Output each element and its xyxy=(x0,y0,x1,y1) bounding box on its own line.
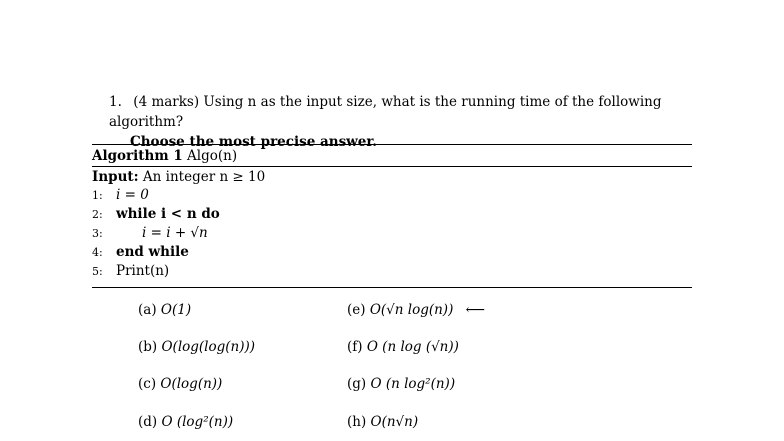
input-text: An integer n ≥ 10 xyxy=(142,169,266,185)
choice-label: (h) xyxy=(347,414,367,430)
choice-label: (d) xyxy=(138,414,158,430)
step-1 xyxy=(92,186,692,205)
choice-label: (g) xyxy=(347,376,367,392)
choice-label: (e) xyxy=(347,302,366,318)
choice-g[interactable] xyxy=(347,374,455,394)
step-number: 4: xyxy=(92,246,103,259)
choice-f[interactable] xyxy=(347,337,459,357)
choice-label: (a) xyxy=(138,302,157,318)
choice-a[interactable] xyxy=(138,300,191,320)
algorithm-title xyxy=(92,145,692,166)
step-4 xyxy=(92,243,692,262)
algorithm-steps xyxy=(92,186,692,281)
choice-label: (c) xyxy=(138,376,157,392)
choice-expression: O(√n log(n)) xyxy=(369,302,454,318)
choice-d[interactable] xyxy=(138,412,233,432)
question-line-1 xyxy=(109,92,709,132)
step-text: end while xyxy=(116,244,189,260)
step-text: while i < n do xyxy=(116,206,220,222)
algorithm-name: Algo(n) xyxy=(187,148,238,164)
choice-expression: O (log²(n)) xyxy=(161,414,234,430)
step-text: i = i + √n xyxy=(142,225,208,241)
choice-e[interactable] xyxy=(347,300,485,320)
step-number: 1: xyxy=(92,189,103,202)
algorithm-input xyxy=(92,167,692,186)
step-number: 2: xyxy=(92,208,103,221)
choice-expression: O(log(log(n))) xyxy=(161,339,256,355)
question-text: (4 marks) Using n as the input size, what is the running time of the following algorithm? xyxy=(109,94,662,130)
question-number: 1. xyxy=(109,94,122,110)
question xyxy=(109,92,709,152)
choice-expression: O(1) xyxy=(160,302,192,318)
step-number: 3: xyxy=(92,227,103,240)
choice-expression: O(n√n) xyxy=(370,414,419,430)
step-text: i = 0 xyxy=(116,187,149,203)
algorithm-label: Algorithm 1 xyxy=(92,148,183,164)
algorithm-box xyxy=(92,144,692,288)
left-arrow-icon: ⟵ xyxy=(465,302,485,318)
choice-label: (f) xyxy=(347,339,363,355)
question-instruction: Choose the most precise answer. xyxy=(130,134,377,150)
step-2 xyxy=(92,205,692,224)
choice-expression: O (n log (√n)) xyxy=(366,339,459,355)
step-number: 5: xyxy=(92,265,103,278)
choice-c[interactable] xyxy=(138,374,222,394)
step-3 xyxy=(92,224,692,243)
choice-b[interactable] xyxy=(138,337,255,357)
choice-h[interactable] xyxy=(347,412,418,432)
choice-expression: O (n log²(n)) xyxy=(370,376,456,392)
choice-label: (b) xyxy=(138,339,158,355)
bottom-rule xyxy=(92,287,692,288)
step-text: Print(n) xyxy=(116,263,170,279)
choice-expression: O(log(n)) xyxy=(160,376,223,392)
step-5 xyxy=(92,262,692,281)
input-label: Input: xyxy=(92,169,139,185)
